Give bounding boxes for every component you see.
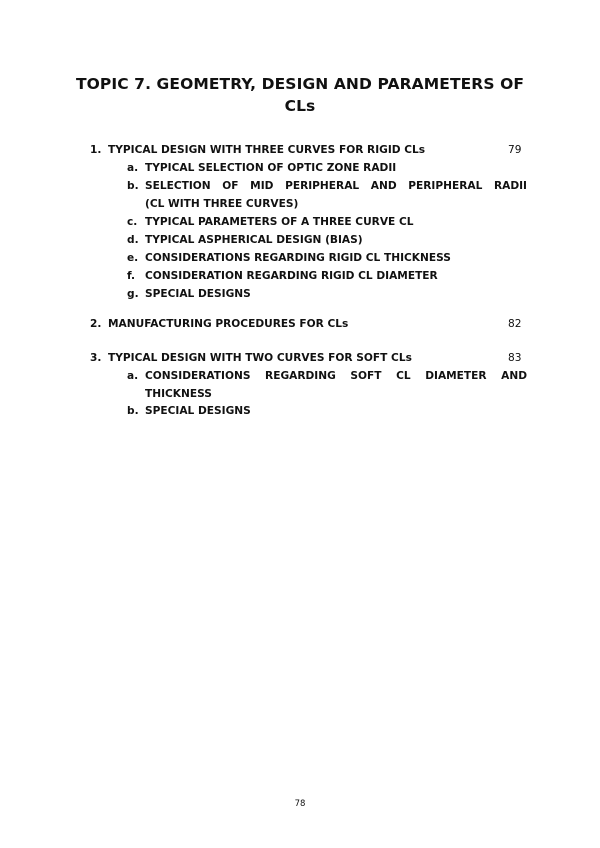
toc-item-page: 83 — [508, 352, 522, 364]
page-number: 78 — [294, 799, 306, 809]
toc-subitem-letter: e. — [127, 252, 139, 264]
toc-subitem-label[interactable]: CONSIDERATION REGARDING RIGID CL DIAMETER — [145, 270, 438, 282]
toc-subitem-letter: g. — [127, 288, 139, 300]
toc-subitem-letter: c. — [127, 216, 138, 228]
toc-subitem-letter: f. — [127, 270, 136, 282]
toc-item-label[interactable]: TYPICAL DESIGN WITH TWO CURVES FOR SOFT CLs — [108, 352, 412, 364]
toc-item-number: 3. — [90, 352, 102, 364]
toc-subitem-letter: b. — [127, 180, 139, 192]
page-title-line2: CLs — [284, 97, 316, 115]
toc-subitem-letter: b. — [127, 405, 139, 417]
toc-item-number: 1. — [90, 144, 102, 156]
toc-subitem-label-line2[interactable]: (CL WITH THREE CURVES) — [145, 198, 299, 210]
toc-item-label[interactable]: TYPICAL DESIGN WITH THREE CURVES FOR RIGID CLs — [108, 144, 426, 156]
toc-item-page: 82 — [508, 318, 522, 330]
page-title-line1: TOPIC 7. GEOMETRY, DESIGN AND PARAMETERS OF — [75, 75, 525, 93]
toc-subitem-label[interactable]: TYPICAL SELECTION OF OPTIC ZONE RADII — [145, 162, 397, 174]
toc-subitem-label[interactable]: CONSIDERATIONS REGARDING RIGID CL THICKNESS — [145, 252, 451, 264]
toc-subitem-label-line1[interactable]: CONSIDERATIONS REGARDING SOFT CL DIAMETER AND — [145, 370, 527, 382]
toc-subitem-label-line1[interactable]: SELECTION OF MID PERIPHERAL AND PERIPHERAL RADII — [145, 180, 527, 192]
toc-subitem-label[interactable]: SPECIAL DESIGNS — [145, 288, 251, 300]
toc-subitem-letter: d. — [127, 234, 139, 246]
toc-subitem-label-line2[interactable]: THICKNESS — [145, 388, 212, 400]
toc-item-page: 79 — [508, 144, 522, 156]
toc-subitem-label[interactable]: TYPICAL PARAMETERS OF A THREE CURVE CL — [145, 216, 414, 228]
toc-item-label[interactable]: MANUFACTURING PROCEDURES FOR CLs — [108, 318, 349, 330]
toc-subitem-label[interactable]: SPECIAL DESIGNS — [145, 405, 251, 417]
toc-subitem-label[interactable]: TYPICAL ASPHERICAL DESIGN (BIAS) — [145, 234, 363, 246]
toc-subitem-letter: a. — [127, 370, 139, 382]
toc-item-number: 2. — [90, 318, 102, 330]
toc-subitem-letter: a. — [127, 162, 139, 174]
